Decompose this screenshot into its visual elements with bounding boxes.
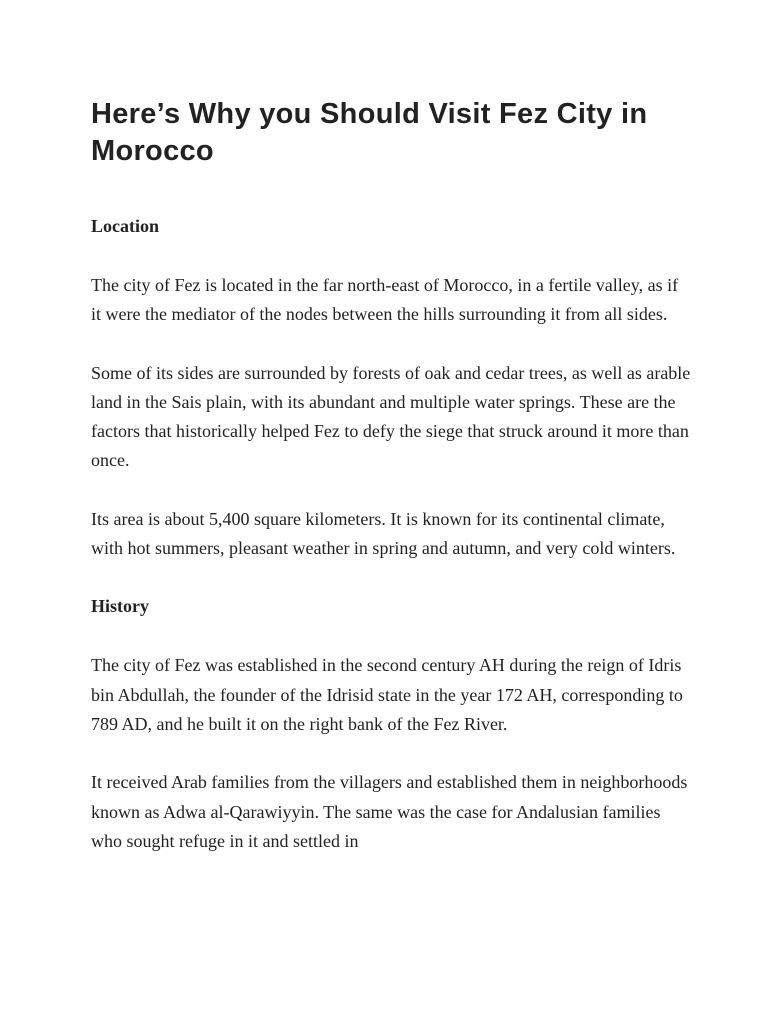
paragraph: The city of Fez is located in the far north-east of Morocco, in a fertile valley, as if it were the mediator of the nodes between the hills surrounding it from all sides. [91,275,679,325]
paragraph: Some of its sides are surrounded by forests of oak and cedar trees, as well as arable land in the Sais plain, with its abundant and multiple water springs. These are the factors that historically helped Fez to defy the siege that struck around it more than once. [91,362,691,471]
section-location [91,212,691,563]
article [91,96,691,885]
section-heading: Location [91,216,160,236]
paragraph: Its area is about 5,400 square kilometers. It is known for its continental climate, with hot summers, pleasant weather in spring and autumn, and very cold winters. [91,508,676,559]
section-history [91,592,691,856]
section-heading: History [91,596,149,617]
paragraph: It received Arab families from the villagers and established them in neighborhoods known as Adwa al-Qarawiyyin. The same was the case for Andalusian families who sought refuge in it and settled in [91,772,688,851]
paragraph: The city of Fez was established in the second century AH during the reign of Idris bin Abdullah, the founder of the Idrisid state in the year 172 AH, corresponding to 789 AD, and he built it on the right bank of the Fez River. [91,655,683,734]
article-title: Here’s Why you Should Visit Fez City in Morocco [91,98,648,167]
